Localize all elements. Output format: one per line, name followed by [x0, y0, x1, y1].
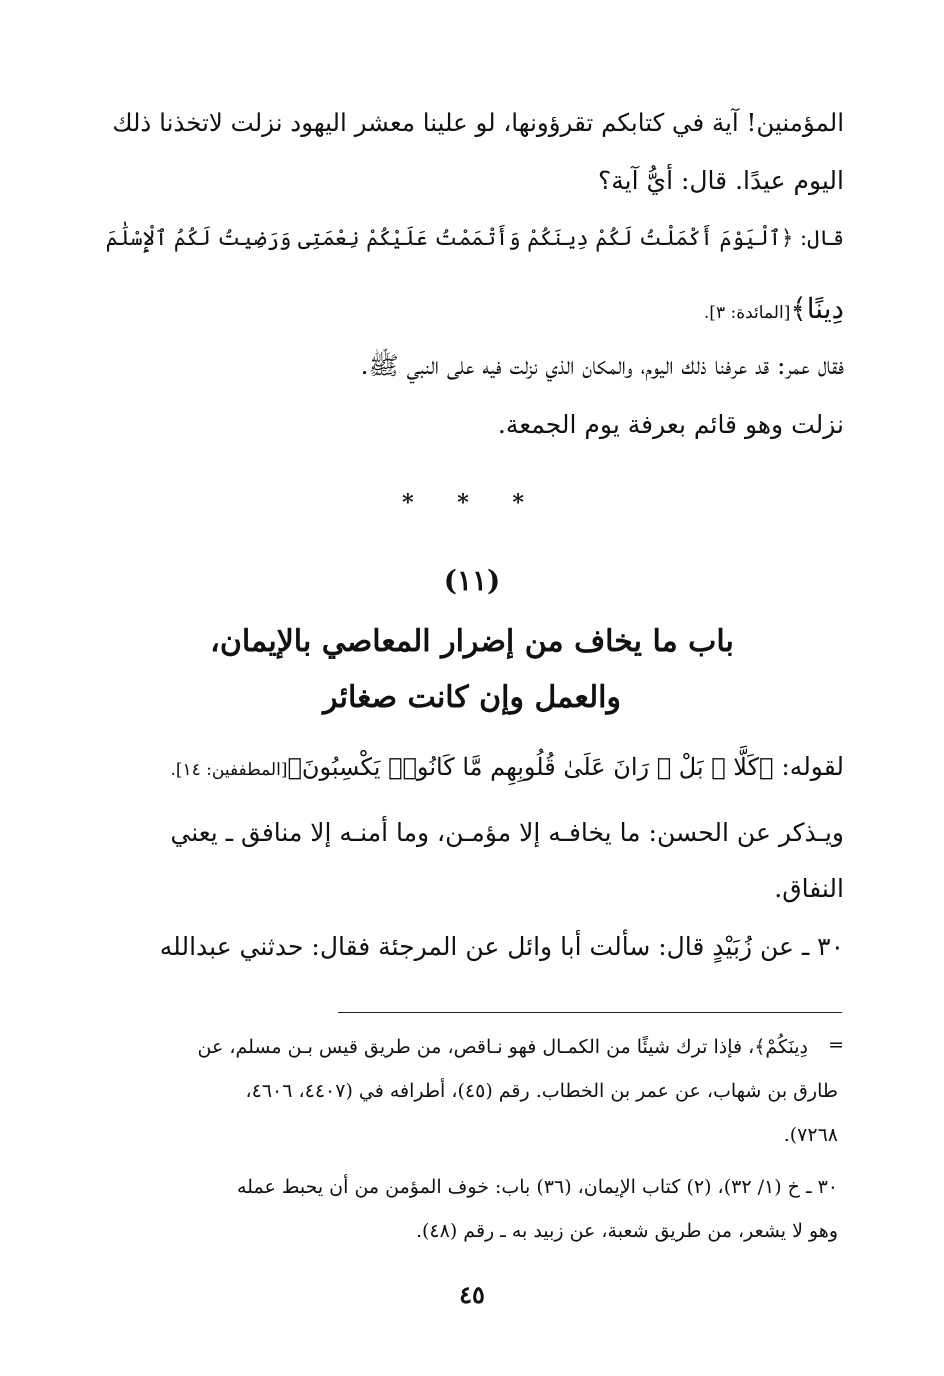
quran-verse-line: قال: ﴿ٱلْيَوْمَ أَكْمَلْتُ لَكُمْ دِينَكُمْ وَأَتْمَمْتُ عَلَيْكُمْ نِعْمَتِى وَرَضِيتُ لَكُمُ ٱلْإِسْلَٰمَ [105, 226, 844, 250]
main-text-line: المؤمنين! آية في كتابكم تقرؤونها، لو علينا معشر اليهود نزلت لاتخذنا ذلك [112, 108, 844, 137]
page-number: ٤٥ [459, 1280, 485, 1309]
chapter-heading: باب ما يخاف من إضرار المعاصي بالإيمان، [210, 624, 734, 659]
main-text-line: ويـذكر عن الحسن: ما يخافـه إلا مؤمـن، وما أمنـه إلا منافق ـ يعني [170, 818, 844, 847]
quran-verse-fragment: دِينًا﴾ [790, 292, 844, 325]
main-text-line: فقال عمر: قد عرفنا ذلك اليوم، والمكان الذي نزلت فيه على النبي ﷺ. [360, 351, 844, 380]
chapter-heading: والعمل وإن كانت صغائر [323, 680, 621, 715]
verse-reference: [المائدة: ٣]. [703, 303, 791, 323]
footnote-divider [338, 1012, 842, 1013]
main-text-line: النفاق. [774, 874, 844, 903]
footnote-line: ٣٠ ـ خ (١/ ٣٢)، (٢) كتاب الإيمان، (٣٦) باب: خوف المؤمن من أن يحبط عمله [236, 1176, 838, 1198]
verse-reference: [المطففين: ١٤]. [170, 760, 288, 780]
footnote-line: ٧٢٦٨). [783, 1124, 838, 1146]
main-text-line: اليوم عيدًا. قال: أيُّ آية؟ [597, 166, 844, 195]
hadith-line: ٣٠ ـ عن زُبَيْدٍ قال: سألت أبا وائل عن المرجئة فقال: حدثني عبدالله [159, 932, 844, 961]
citation-prefix: لقوله: [773, 752, 844, 781]
section-separator: * * * [402, 490, 542, 516]
footnote-line: دِينَكُمْ﴾، فإذا ترك شيئًا من الكمـال فهو نـاقص، من طريق قيس بـن مسلم، عن [197, 1036, 808, 1058]
chapter-number: (١١) [443, 564, 501, 597]
footnote-line: وهو لا يشعر، من طريق شعبة، عن زبيد به ـ رقم (٤٨). [415, 1220, 838, 1242]
quran-verse-fragment: ﴿كَلَّا ۖ بَلْ ۜ رَانَ عَلَىٰ قُلُوبِهِم مَّا كَانُوا۟ يَكْسِبُونَ﴾ [287, 753, 774, 781]
quran-citation-line [100, 752, 844, 781]
quran-verse-line-end [100, 292, 844, 325]
main-text-line: نزلت وهو قائم بعرفة يوم الجمعة. [497, 410, 844, 439]
footnote-continuation-mark: = [828, 1034, 844, 1056]
footnote-line: طارق بن شهاب، عن عمر بن الخطاب. رقم (٤٥)، أطرافه في (٤٤٠٧، ٤٦٠٦، [245, 1080, 838, 1102]
